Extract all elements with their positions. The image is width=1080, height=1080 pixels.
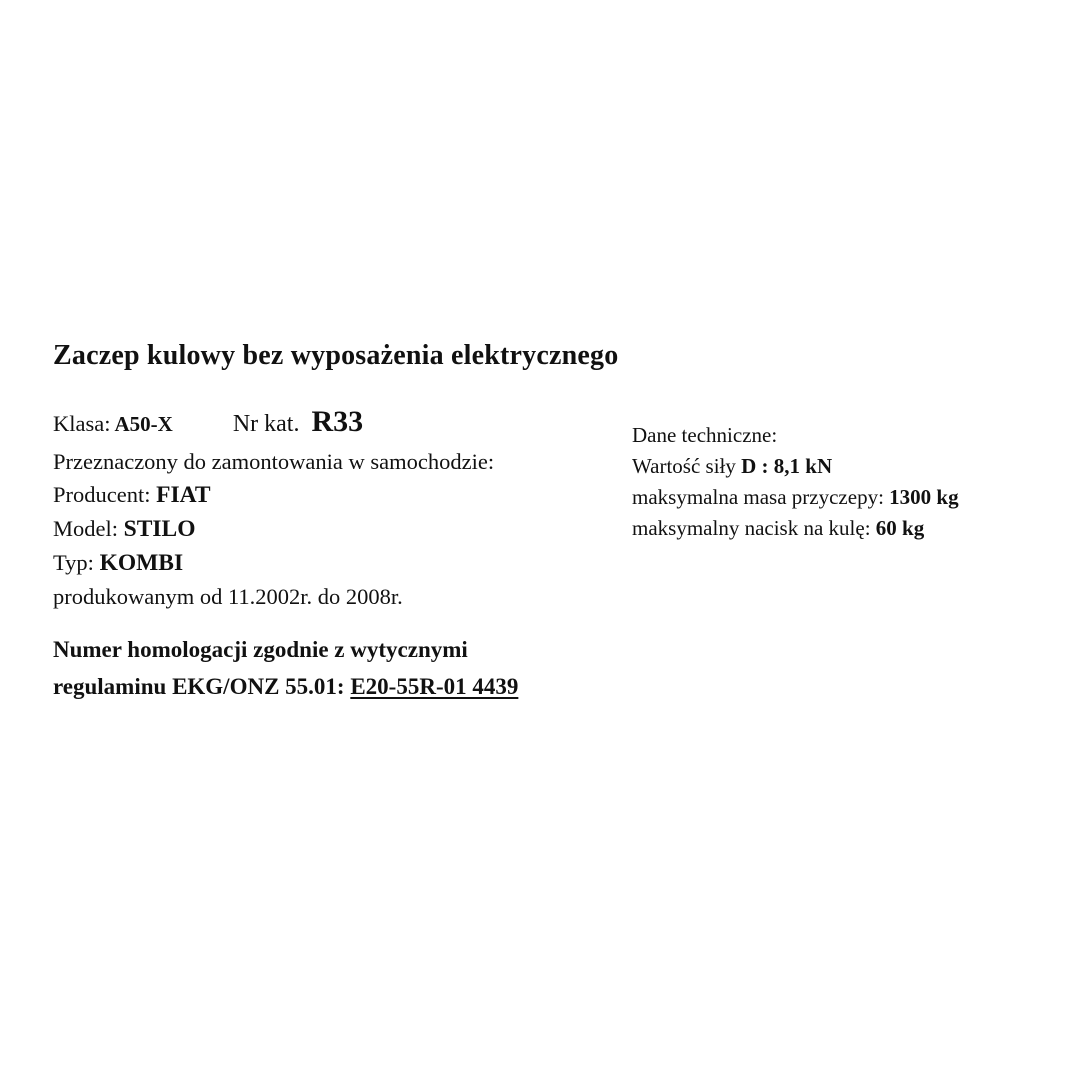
class-and-catalog-row bbox=[53, 404, 613, 445]
force-row bbox=[632, 451, 1062, 482]
catalog-number-label: Nr kat. bbox=[232, 411, 300, 437]
manufacturer-row bbox=[53, 478, 613, 512]
max-ball-load-label: maksymalny nacisk na kulę: bbox=[632, 516, 871, 540]
production-period-line: produkowanym od 11.2002r. do 2008r. bbox=[53, 584, 403, 609]
homologation-block bbox=[53, 631, 753, 705]
max-trailer-mass-value: 1300 kg bbox=[889, 485, 959, 509]
class-label: Klasa: bbox=[53, 411, 111, 436]
max-ball-load-row bbox=[632, 513, 1062, 544]
page-title: Zaczep kulowy bez wyposażenia elektrycznego bbox=[53, 340, 619, 371]
model-value: STILO bbox=[123, 516, 196, 542]
model-label: Model: bbox=[53, 516, 118, 541]
max-ball-load-value: 60 kg bbox=[875, 516, 925, 540]
homologation-regulation-label: regulaminu EKG/ONZ 55.01: bbox=[53, 674, 345, 699]
type-label: Typ: bbox=[53, 550, 94, 575]
max-trailer-mass-label: maksymalna masa przyczepy: bbox=[632, 485, 884, 509]
manufacturer-label: Producent: bbox=[53, 482, 151, 507]
force-value: : 8,1 kN bbox=[761, 454, 833, 478]
manufacturer-value: FIAT bbox=[156, 482, 211, 508]
force-symbol: D bbox=[741, 454, 757, 478]
homologation-line-2 bbox=[53, 668, 753, 705]
intended-use-line: Przeznaczony do zamontowania w samochodzie: bbox=[53, 449, 495, 474]
force-label: Wartość siły bbox=[632, 454, 736, 478]
homologation-number: E20-55R-01 4439 bbox=[350, 674, 519, 699]
catalog-number-value: R33 bbox=[311, 405, 364, 438]
type-row bbox=[53, 546, 613, 580]
left-info-column bbox=[53, 404, 613, 613]
model-row bbox=[53, 512, 613, 546]
technical-data-heading: Dane techniczne: bbox=[632, 423, 778, 447]
max-trailer-mass-row bbox=[632, 482, 1062, 513]
homologation-line-1: Numer homologacji zgodnie z wytycznymi bbox=[53, 637, 468, 662]
technical-data-column bbox=[632, 420, 1062, 544]
type-value: KOMBI bbox=[99, 550, 184, 576]
class-value: A50-X bbox=[114, 412, 173, 436]
